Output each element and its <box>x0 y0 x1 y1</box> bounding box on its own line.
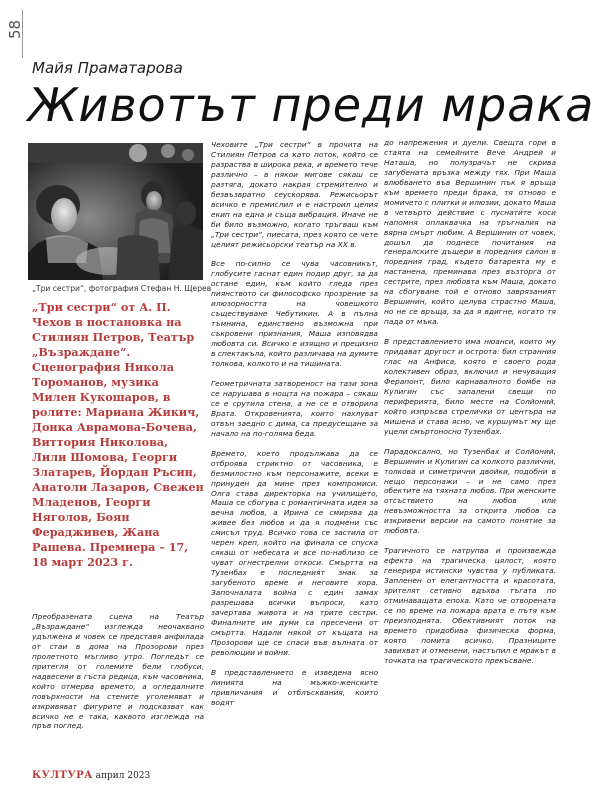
article-title: Животът преди мрака <box>28 78 595 132</box>
paragraph: Геометричната затвореност на тази зона се нарушава в нощта на пожара – сякаш се е срутила стена, а не се е отворила Врата. Откровенията, които нахлуват отвън заедно с дима, са предусещане за начало на по-голяма беда. <box>211 378 378 438</box>
page-number: 58 <box>6 19 24 39</box>
paragraph: Преобразената сцена на Театър „Възраждане“ изглежда неочаквано удължена и човек се представя анфилада от стаи в дома на Прозорови през пролетното мъгливо утро. Погледът се притегля от големите бели глобуси, надвесени в гъста редица, към часовника, който отмерва времето, а огледалните повърхности на стените уголемяват и изкривяват фигурите и подсказват как всичко не е така, каквото изглежда на пръв поглед. <box>32 612 204 731</box>
paragraph: Все по-силно се чува часовникът, глобусите гаснат един подир друг, за да остане един, към който гледа през пиянството си философско прозрение за илюзорността на човешкото съществуване Чебутикин. А в пълна тъмнина, единствено възможна при съкровени признания, Маша изповядва любовта си. Всичко е изящно и прецизно в спектакъла, който различава на думите толкова, колкото и на тишината. <box>211 259 378 369</box>
theatre-photo-image <box>28 143 203 280</box>
text-column-1 <box>32 612 204 741</box>
author-name: Майя Праматарова <box>32 59 183 77</box>
theatre-photo <box>28 143 203 280</box>
paragraph: Трагичното се натрупва и произвежда ефекта на трагическа цялост, която генерира истински чувства у публиката. Запленен от елегантността и красотата, зрителят сетивно вдъхва тъгата по отминаващата епоха. Като че отворената се по време на пожара врата е пътя към преизподнята. Обективният поток на времето придобива физическа форма, която помита всичко. Празниците завихват и отменени, настъпил е мракът в точката на трагическото прекъсване. <box>384 546 556 665</box>
magazine-brand: КУЛТУРА <box>32 770 93 781</box>
paragraph: Времето, което продължава да се отброява стриктно от часовника, е безмилостно към персонажите, всеки е принуден да мине през компромиси. Олга става директорка на училището, Маша се сбогува с романтичната идея за вечна любов, а Ирина се смирява да живее без любов и да я подмени със смисъл труд. Всичко това се застила от черен креп, който на финала се спуска сякаш от небесата и все по-наблизо се чуват огнестрелни откоси. Смъртта на Тузенбах е последният знак за загубеното време и неговите хора. Започналата война с един замах разрешава всички въпроси, като зачертава живота и на трите сестри. Финалните им думи са пресечени от смъртта. Надали някой от къщата на Прозорови ще се спаси във вълната от революции и войни. <box>211 448 378 657</box>
paragraph: Парадоксално, но Тузенбах и Солйоний, Вершинин и Кулигин са колкото различни, толкова и симетрични двойки, подобни в нещо персонажи – и не само през обектите на тяхната любов. При женските отсъствието на любов или невъзможността за открита любов са изкривени версии на самото понятие за любовта. <box>384 446 556 536</box>
production-credits: „Три сестри“ от А. П. Чехов в постановка на Стилиян Петров, Театър „Възраждане“. Сценография Никола Тороманов, музика Милен Кукошаров, в ролите: Мариана Жикич, Донка Аврамова-Бочева, Виттория Николова, Лили Шомова, Георги Златарев, Йордан Ръсин, Анатоли Лазаров, Свежен Младенов, Георги Нягoлов, Боян Ферадживев, Жана Рашева. Премиера – 17, 18 март 2023 г. <box>32 300 204 569</box>
text-column-3 <box>384 138 556 676</box>
issue-date: април 2023 <box>95 771 151 781</box>
text-column-2 <box>211 140 378 718</box>
paragraph: В представлението има нюанси, които му придават другост и острота: бил странния глас на Анфиса, която е своего рода колективен образ, включил и нечуващия Ферапонт, било карнавалното бомбе на Кулигин със запалени свещи по периферията, било месте на Солйоний, който изпръсва стрелички от центъра на мишена и става ясно, че куршумът му ще уцели смъртоносно Тузенбах. <box>384 337 556 436</box>
paragraph: В представлението е изведена ясно линията на мъжко-женските привличания и отблъсквания, които водят <box>211 667 378 707</box>
paragraph: до напрежения и дуели. Свещта гори в стаята на семейните Вече Андрей и Наташа, но полузрачът не скрива загубената връзка между тях. При Маша влюбването във Вершинин пък я връща към времето преди брака, тя отново е момичето с плитки и илюзии, докато Маша в четвърто действие с пуснатите коси напомня оплаквачка на тръгналия на вярна смърт любим. А Вершинин от човек, дошъл да поднесе почитания на генералските дъщери в поредния салон в поредния град, където батареята му е настанена, преминава през възторга от сестрите, през любовта към Маша, докато на сбогуване той е отново заврязаният Вершинин, който целува страстно Маша, но не се връща, за да я вдигне, когато тя пада от мъка. <box>384 138 556 327</box>
photo-caption: „Три сестри“, фотография Стефан Н. Щерев <box>32 284 212 293</box>
paragraph: Чеховите „Три сестри“ в прочита на Стилиян Петров са като поток, който се разраства в широка река, и времето тече различно – в някои мигове сякаш се разтяга, докато накрая стремително и безвъзвратно сеускорява. Режисьорът всичко е премислил и е настроил целия екип на една и съща вибрация. Иначе не би било възможно, когато тръгваш към „Три сестри“, пиесата, през която се чете целият режисьорски театър на ХХ в. <box>211 140 378 249</box>
page-footer <box>32 770 150 781</box>
